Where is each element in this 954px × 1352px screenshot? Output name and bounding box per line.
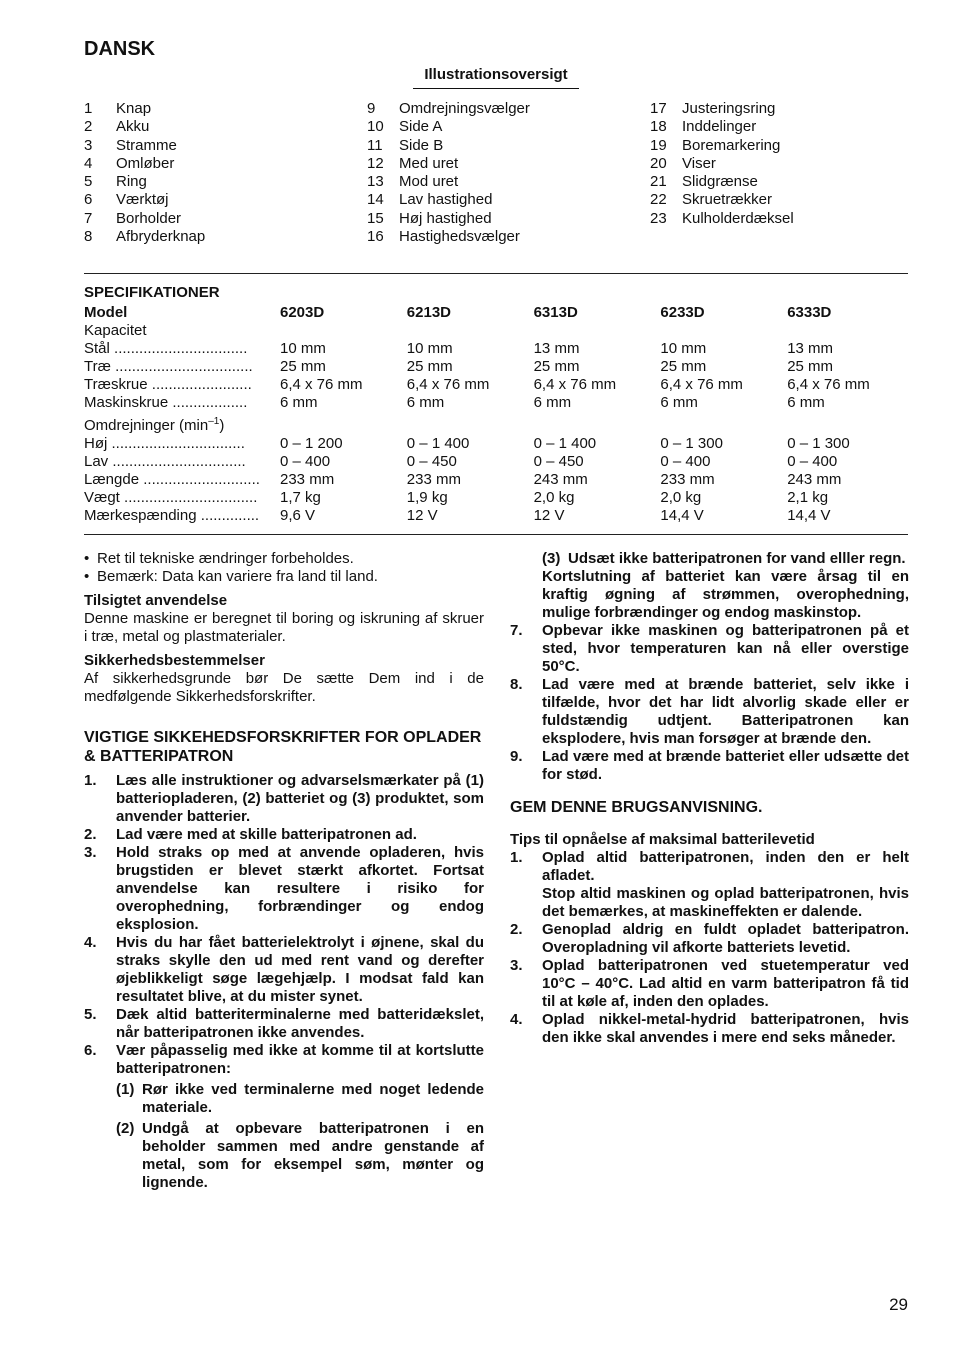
spec-value: 25 mm [406, 358, 453, 376]
spec-value: 233 mm [406, 470, 461, 488]
part-label: Omløber [116, 154, 175, 172]
list-item [116, 1120, 484, 1192]
spec-label-text: Vægt [84, 488, 120, 506]
part-number: 23 [650, 209, 667, 227]
model-label: Model [84, 304, 128, 321]
tip-text-main: Oplad altid batteripatronen, inden den er helt afladet. [542, 849, 909, 884]
spec-value: 9,6 V [280, 506, 316, 524]
spec-row-label [84, 358, 280, 376]
spec-label-text: Maskinskrue [84, 394, 169, 412]
part-label: Side A [399, 118, 443, 136]
tip-text [542, 849, 909, 921]
short-circuit-warning: Kortslutning af batteriet kan være årsag til en kraftig øgning af strømmen, overophedning, mulige forbrændinger og endog maskinstop. [542, 568, 909, 621]
spec-dots: .................. [168, 394, 248, 412]
spec-value: 25 mm [533, 358, 580, 376]
spec-row [84, 453, 914, 471]
spec-label-text: Længde [84, 470, 140, 488]
spec-value: 13 mm [533, 340, 580, 358]
part-item [650, 210, 794, 228]
spec-label-text: Stål [84, 340, 110, 358]
item-number: 4. [84, 934, 97, 951]
spec-dots: .............. [196, 506, 260, 524]
spec-value: 12 V [406, 506, 438, 524]
list-item [510, 622, 909, 676]
model-name: 6313D [533, 304, 578, 321]
part-label: Høj hastighed [399, 209, 492, 227]
safety-items [84, 772, 484, 1078]
rpm-label [84, 413, 280, 435]
part-item [84, 228, 205, 246]
spec-value: 243 mm [533, 470, 588, 488]
part-label: Med uret [399, 154, 459, 172]
tips-title: Tips til opnåelse af maksimal batterilevetid [510, 831, 815, 848]
part-number: 9 [367, 100, 376, 117]
page-number: 29 [889, 1295, 908, 1314]
spec-value: 1,7 kg [280, 488, 321, 506]
part-item [84, 118, 205, 136]
part-label: Omdrejningsvælger [399, 100, 530, 117]
spec-header-row [84, 304, 914, 322]
spec-label-text: Lav [84, 452, 109, 470]
short-circuit-subitems [84, 1081, 484, 1192]
part-item [84, 173, 205, 191]
spec-value: 0 – 1 400 [406, 434, 470, 452]
model-name: 6333D [787, 304, 832, 321]
part-item [84, 191, 205, 209]
spec-row [84, 507, 914, 525]
item-text: Vær påpasselig med ikke at komme til at kortslutte batteripatronen: [116, 1042, 484, 1077]
spec-row-label [84, 507, 280, 525]
item-number: 8. [510, 676, 523, 693]
spec-row-label [84, 340, 280, 358]
list-item [510, 921, 909, 957]
rpm-unit-exponent: –1 [208, 415, 220, 427]
part-number: 19 [650, 136, 667, 154]
part-label: Mod uret [399, 173, 459, 191]
safety-text: Af sikkerhedsgrunde bør De sætte Dem ind i de medfølgende Sikkerhedsforskrifter. [84, 670, 484, 705]
spec-table [84, 304, 914, 525]
spec-value: 6,4 x 76 mm [533, 376, 617, 394]
list-item [510, 957, 909, 1011]
part-number: 15 [367, 209, 384, 227]
part-label: Justeringsring [682, 100, 776, 117]
spec-value: 6 mm [660, 394, 698, 412]
part-label: Akku [116, 118, 150, 136]
item-number: 3. [84, 844, 97, 861]
item-number: 9. [510, 748, 523, 765]
spec-value: 2,0 kg [533, 488, 575, 506]
part-number: 1 [84, 100, 93, 117]
item-text: Læs alle instruktioner og advarselsmærkater på (1) batteriopladeren, (2) batteriet og (3) produktet, som anvender batterier. [116, 772, 484, 825]
item-number: 3. [510, 957, 523, 974]
part-label: Skruetrækker [682, 191, 773, 209]
part-item [84, 155, 205, 173]
spec-row [84, 340, 914, 358]
intended-use-text: Denne maskine er beregnet til boring og iskruning af skruer i træ, metal og plastmaterialer. [84, 610, 484, 645]
bullet-icon: • [84, 568, 90, 585]
item-number: 7. [510, 622, 523, 639]
spec-value: 25 mm [787, 358, 834, 376]
item-text: Lad være med at brænde batteriet eller udsætte det for stød. [542, 748, 909, 783]
rpm-label-text: Omdrejninger (min [84, 416, 209, 434]
item-text: Lad være med at skille batteripatronen ad. [116, 826, 417, 843]
note-item [84, 568, 484, 586]
important-safety-heading: VIGTIGE SIKKEHEDSFORSKRIFTER FOR OPLADER & BATTERIPATRON [84, 729, 482, 765]
spec-label-text: Høj [84, 434, 108, 452]
part-number: 17 [650, 100, 667, 117]
list-item [510, 676, 909, 748]
list-item [510, 1011, 909, 1047]
spec-value: 6,4 x 76 mm [280, 376, 363, 394]
spec-value: 6,4 x 76 mm [406, 376, 490, 394]
spec-value: 25 mm [660, 358, 707, 376]
item-number: 2. [510, 921, 523, 938]
note-text: Bemærk: Data kan variere fra land til land. [97, 568, 378, 585]
item-number: 5. [84, 1006, 97, 1023]
model-name: 6203D [280, 304, 325, 321]
part-item [84, 100, 205, 118]
part-item [367, 210, 530, 228]
note-item [84, 550, 484, 568]
list-item [510, 748, 909, 784]
spec-dots: ................................ [119, 488, 258, 506]
part-item [367, 118, 530, 136]
spec-value: 0 – 1 300 [787, 434, 850, 452]
part-number: 21 [650, 173, 667, 191]
parts-list-col3 [650, 100, 794, 228]
spec-value: 0 – 400 [787, 452, 838, 470]
model-name: 6233D [660, 304, 705, 321]
spec-value: 233 mm [660, 470, 715, 488]
item-text: Lad være med at brænde batteriet, selv ikke i tilfælde, hvor det har lidt alvorlig skade eller er fuldstændig udtjent. Batteripatronen kan eksplodere, hvis man forsøger at brænde den. [542, 676, 909, 747]
part-number: 7 [84, 209, 93, 227]
part-item [367, 173, 530, 191]
spec-row-label [84, 376, 280, 394]
tips-list [510, 921, 909, 1047]
part-number: 14 [367, 191, 384, 209]
part-item [367, 100, 530, 118]
part-number: 11 [367, 136, 383, 154]
item-text: Rør ikke ved terminalerne med noget ledende materiale. [142, 1081, 484, 1116]
part-label: Viser [682, 154, 716, 172]
spec-row-label [84, 489, 280, 507]
part-label: Afbryderknap [116, 228, 206, 246]
tip-text-extra: Stop altid maskinen og oplad batteripatronen, hvis det bemærkes, at maskineffekten er dalende. [542, 885, 909, 920]
spec-value: 0 – 450 [533, 452, 584, 470]
part-number: 4 [84, 154, 93, 172]
part-item [367, 137, 530, 155]
spec-row [84, 394, 914, 412]
part-number: 20 [650, 154, 667, 172]
notes-list [84, 550, 484, 586]
spec-value: 1,9 kg [406, 488, 448, 506]
part-number: 5 [84, 173, 93, 191]
part-number: 8 [84, 228, 93, 246]
spec-row-label [84, 453, 280, 471]
capacity-label: Kapacitet [84, 322, 147, 340]
item-number: (1) [116, 1081, 135, 1098]
spec-row [84, 358, 914, 376]
part-number: 10 [367, 118, 384, 136]
parts-list-col2 [367, 100, 530, 246]
part-label: Hastighedsvælger [399, 228, 520, 246]
item-text: Oplad batteripatronen ved stuetemperatur ved 10°C – 40°C. Lad altid en varm batteripatron få tid til at køle af, inden den oplades. [542, 957, 909, 1010]
safety-items-cont [510, 622, 909, 784]
spec-rpm-row [84, 413, 914, 435]
spec-value: 10 mm [406, 340, 453, 358]
part-number: 16 [367, 228, 384, 246]
item-text: Hvis du har fået batterielektrolyt i øjnene, skal du straks skylle den ud med rent vand og derefter øjeblikkeligt søge lægehjælp. I modsat fald kan resultatet blive, at du mister synet. [116, 934, 484, 1005]
spec-value: 0 – 400 [280, 452, 331, 470]
spec-row [84, 489, 914, 507]
spec-row [84, 471, 914, 489]
spec-row [84, 435, 914, 453]
spec-value: 0 – 400 [660, 452, 711, 470]
part-item [84, 137, 205, 155]
spec-value: 6,4 x 76 mm [787, 376, 870, 394]
spec-value: 10 mm [660, 340, 707, 358]
part-label: Knap [116, 100, 152, 117]
safety-title: Sikkerhedsbestemmelser [84, 652, 265, 669]
item-number: (2) [116, 1120, 135, 1137]
spec-label-text: Mærkespænding [84, 506, 197, 524]
item-number: 2. [84, 826, 97, 843]
part-label: Ring [116, 173, 147, 191]
part-item [650, 100, 794, 118]
part-label: Stramme [116, 136, 177, 154]
part-number: 22 [650, 191, 667, 209]
part-item [650, 118, 794, 136]
spec-dots: ................................ [107, 434, 245, 452]
spec-dots: ................................ [108, 452, 246, 470]
part-number: 12 [367, 154, 384, 172]
spec-value: 233 mm [280, 470, 335, 488]
item-text: Genoplad aldrig en fuldt opladet batteripatron. Overopladning vil afkorte batteriets levetid. [542, 921, 909, 956]
parts-list-col1 [84, 100, 205, 246]
spec-value: 0 – 450 [406, 452, 457, 470]
divider-bottom [84, 534, 908, 535]
spec-value: 2,1 kg [787, 488, 829, 506]
bullet-icon: • [84, 550, 90, 567]
spec-value: 13 mm [787, 340, 834, 358]
spec-value: 6 mm [280, 394, 318, 412]
spec-value: 6 mm [787, 394, 825, 412]
list-item [84, 826, 484, 844]
part-item [367, 155, 530, 173]
model-name: 6213D [406, 304, 451, 321]
part-number: 2 [84, 118, 93, 136]
subitem-number: (3) [542, 550, 561, 567]
item-number: 4. [510, 1011, 523, 1028]
part-item [84, 210, 205, 228]
spec-dots: ............................ [139, 470, 260, 488]
spec-value: 10 mm [280, 340, 326, 358]
left-column [84, 550, 484, 1192]
list-item [84, 1042, 484, 1078]
spec-value: 6 mm [533, 394, 572, 412]
spec-value: 6 mm [406, 394, 445, 412]
spec-value: 0 – 1 400 [533, 434, 597, 452]
spec-value: 0 – 1 300 [660, 434, 723, 452]
list-item [116, 1081, 484, 1117]
part-label: Boremarkering [682, 136, 781, 154]
item-text: Opbevar ikke maskinen og batteripatronen på et sted, hvor temperaturen kan nå eller overstige 50°C. [542, 622, 909, 675]
spec-capacity-row [84, 322, 914, 340]
part-number: 6 [84, 191, 93, 209]
spec-value: 14,4 V [787, 506, 831, 524]
specifications [84, 284, 914, 525]
spec-value: 14,4 V [660, 506, 704, 524]
part-item [650, 137, 794, 155]
part-number: 18 [650, 118, 667, 136]
divider-top [84, 273, 908, 274]
illustration-title: Illustrationsoversigt [413, 66, 579, 89]
item-text: Hold straks op med at anvende opladeren, hvis brugstiden er blevet stærkt afkortet. Fortsat anvendelse kan resultere i risiko for overophedning, forbrændinger og endog eksplosion. [116, 844, 484, 933]
right-column [510, 550, 909, 1047]
part-label: Kulholderdæksel [682, 209, 794, 227]
part-label: Lav hastighed [399, 191, 493, 209]
spec-dots: ........................ [147, 376, 252, 394]
part-number: 13 [367, 173, 384, 191]
item-number: 6. [84, 1042, 97, 1059]
part-item [650, 173, 794, 191]
specifications-title: SPECIFIKATIONER [84, 284, 220, 301]
list-item [84, 844, 484, 934]
spec-label-text: Træ [84, 358, 111, 376]
spec-value: 0 – 1 200 [280, 434, 343, 452]
part-label: Borholder [116, 209, 182, 227]
spec-row-label [84, 394, 280, 412]
language-heading: DANSK [84, 38, 156, 60]
spec-value: 12 V [533, 506, 565, 524]
part-item [650, 155, 794, 173]
rpm-label-close: ) [219, 416, 225, 434]
part-label: Inddelinger [682, 118, 757, 136]
tip-item [510, 849, 909, 921]
subitem-text: Udsæt ikke batteripatronen for vand elller regn. [568, 550, 906, 567]
part-item [650, 191, 794, 209]
item-text: Oplad nikkel-metal-hydrid batteripatronen, hvis den ikke skal anvendes i mere end seks måneder. [542, 1011, 909, 1046]
spec-value: 6,4 x 76 mm [660, 376, 743, 394]
intended-use-title: Tilsigtet anvendelse [84, 592, 228, 609]
tip-number: 1. [510, 849, 523, 866]
part-item [367, 228, 530, 246]
item-text: Dæk altid batteriterminalerne med batteridækslet, når batteripatronen ikke anvendes. [116, 1006, 484, 1041]
part-label: Værktøj [116, 191, 169, 209]
list-item [84, 934, 484, 1006]
list-item [84, 1006, 484, 1042]
part-item [367, 191, 530, 209]
subitem-3 [542, 550, 909, 568]
item-number: 1. [84, 772, 97, 789]
part-number: 3 [84, 136, 93, 154]
part-label: Side B [399, 136, 444, 154]
spec-row [84, 376, 914, 394]
spec-dots: ................................. [110, 358, 253, 376]
save-instructions-heading: GEM DENNE BRUGSANVISNING. [510, 799, 763, 816]
part-label: Slidgrænse [682, 173, 758, 191]
spec-value: 25 mm [280, 358, 326, 376]
spec-value: 243 mm [787, 470, 842, 488]
spec-label-text: Træskrue [84, 376, 148, 394]
spec-value: 2,0 kg [660, 488, 702, 506]
spec-row-label [84, 435, 280, 453]
note-text: Ret til tekniske ændringer forbeholdes. [97, 550, 354, 567]
item-text: Undgå at opbevare batteripatronen i en beholder sammen med andre genstande af metal, som for eksempel søm, mønter og lignende. [142, 1120, 484, 1191]
spec-row-label [84, 471, 280, 489]
list-item [84, 772, 484, 826]
spec-dots: ................................ [109, 340, 248, 358]
